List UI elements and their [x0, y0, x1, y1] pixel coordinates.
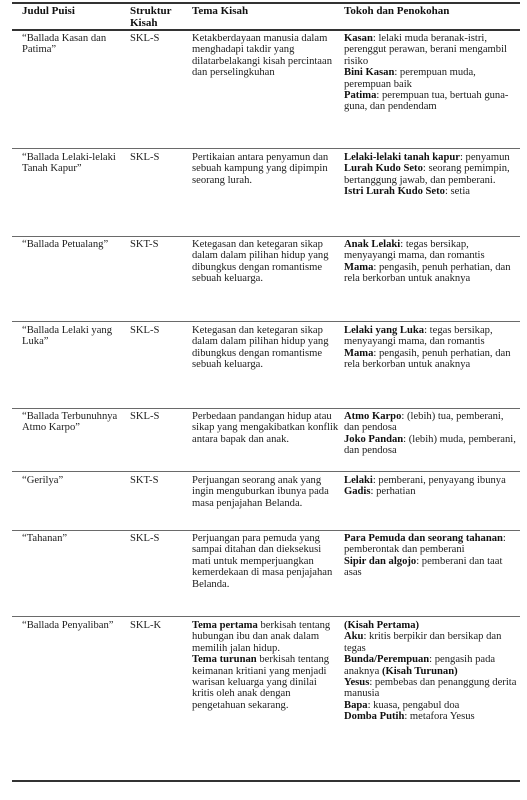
header-struktur-kisah: Struktur Kisah — [130, 5, 172, 29]
cell-tema — [192, 325, 340, 371]
header-tema-kisah: Tema Kisah — [192, 5, 249, 17]
tema-bold-term: Tema turunan — [192, 654, 257, 666]
row-divider — [12, 471, 520, 472]
cell-tema — [192, 475, 340, 509]
character-entry — [344, 475, 520, 486]
tema-text: Ketakberdayaan manusia dalam menghadapi takdir yang dilatarbelakangi kisah percintaan dan perselingkuhan — [192, 33, 333, 79]
character-description: : lelaki muda beranak-istri, perenggut perawan, berani mengambil risiko — [344, 33, 507, 67]
character-description: : pembebas dan penanggung derita manusia — [344, 677, 517, 700]
character-name: Domba Putih — [344, 711, 405, 723]
character-entry — [344, 486, 520, 497]
character-name: Bunda/Perempuan — [344, 654, 430, 666]
character-name: Istri Lurah Kudo Seto — [344, 186, 445, 198]
character-description: : kuasa, pengabul doa — [367, 699, 460, 711]
cell-struktur: SKL-S — [130, 411, 160, 422]
cell-struktur: SKL-S — [130, 152, 160, 163]
cell-tokoh — [344, 533, 520, 579]
tema-paragraph — [192, 620, 340, 654]
character-description: : pemberontak dan pemberani — [344, 533, 506, 556]
character-name: Bini Kasan — [344, 67, 395, 79]
character-entry — [344, 677, 520, 700]
tema-text: berkisah tentang keimanan kritiani yang menjadi warisan keluarga yang dinilai kritis oleh anak dengan pengetahuan sekarang. — [192, 654, 330, 711]
character-entry — [344, 325, 520, 348]
character-description: : perempuan tua, bertuah guna-guna, dan pendendam — [344, 90, 509, 113]
tema-bold-term: Tema pertama — [192, 620, 258, 631]
cell-tema — [192, 620, 340, 711]
cell-judul: “Ballada Lelaki-lelaki Tanah Kapur” — [22, 152, 116, 175]
character-name: Bapa — [344, 699, 368, 711]
row-divider — [12, 616, 520, 617]
character-entry — [344, 67, 520, 90]
tema-text: Pertikaian antara penyamun dan sebuah kampung yang dipimpin seorang lurah. — [192, 152, 329, 186]
cell-judul: “Ballada Terbunuhnya Atmo Karpo” — [22, 411, 118, 434]
character-description: : setia — [444, 186, 470, 198]
tema-paragraph — [192, 152, 340, 186]
tema-paragraph — [192, 475, 340, 509]
character-description: : kritis berpikir dan bersikap dan tegas — [344, 631, 502, 654]
cell-tokoh — [344, 152, 520, 198]
character-entry — [344, 33, 520, 67]
table-bottom-rule — [12, 780, 520, 782]
table-top-rule — [12, 2, 520, 4]
cell-struktur: SKL-S — [130, 33, 160, 44]
character-name: Lelaki — [344, 475, 373, 486]
cell-judul: “Ballada Lelaki yang Luka” — [22, 325, 113, 348]
character-entry — [344, 654, 520, 677]
character-description: : pemberani, penyayang ibunya — [372, 475, 506, 486]
cell-judul: “Tahanan” — [22, 533, 68, 544]
character-name: Lelaki-lelaki tanah kapur — [344, 152, 460, 163]
character-entry — [344, 262, 520, 285]
poem-analysis-table — [12, 2, 520, 794]
character-description: : pengasih pada anaknya — [344, 654, 496, 677]
cell-judul: “Ballada Kasan dan Patima” — [22, 33, 107, 56]
character-name: Lurah Kudo Seto — [344, 163, 423, 175]
character-name: Gadis — [344, 486, 371, 498]
tema-text: Perjuangan seorang anak yang ingin menguburkan ibunya pada masa penjajahan Belanda. — [192, 475, 329, 509]
character-name: Anak Lelaki — [344, 239, 401, 250]
cell-tema — [192, 533, 340, 590]
character-entry — [344, 533, 520, 556]
character-entry — [344, 186, 520, 197]
character-name: (Kisah Pertama) — [344, 620, 420, 631]
character-entry — [344, 239, 520, 262]
cell-struktur: SKT-S — [130, 475, 159, 486]
row-divider — [12, 236, 520, 237]
cell-tokoh — [344, 325, 520, 371]
character-name: Mama — [344, 347, 374, 359]
cell-tokoh — [344, 620, 520, 723]
tema-text: Ketegasan dan ketegaran sikap dalam dalam pilihan hidup yang dibungkus dengan romantisme sebuah keluarga. — [192, 325, 329, 371]
character-description: : seorang pemimpin, bertanggung jawab, dan pemberani. — [344, 163, 510, 186]
cell-judul: “Ballada Petualang” — [22, 239, 109, 250]
row-divider — [12, 408, 520, 409]
character-entry — [344, 152, 520, 163]
character-name: Lelaki yang Luka — [344, 325, 425, 336]
character-description: : (lebih) muda, pemberani, dan pendosa — [344, 433, 516, 457]
character-entry — [344, 711, 520, 722]
character-entry — [344, 411, 520, 434]
tema-paragraph — [192, 411, 340, 445]
character-name: Joko Pandan — [344, 433, 404, 445]
character-description: : metafora Yesus — [404, 711, 475, 723]
character-name: Atmo Karpo — [344, 411, 402, 422]
tema-text: berkisah tentang hubungan ibu dan anak dalam memilih jalan hidup. — [192, 620, 331, 654]
character-entry — [344, 348, 520, 371]
character-entry — [344, 90, 520, 113]
tema-paragraph — [192, 325, 340, 371]
character-entry — [344, 434, 520, 457]
cell-tokoh — [344, 411, 520, 457]
character-name: (Kisah Turunan) — [381, 665, 458, 677]
character-description: : pengasih, penuh perhatian, dan rela berkorban untuk anaknya — [344, 347, 511, 371]
character-name: Aku — [344, 631, 364, 643]
cell-struktur: SKL-K — [130, 620, 162, 631]
cell-tokoh — [344, 33, 520, 113]
character-name: Sipir dan algojo — [344, 555, 417, 567]
character-name: Yesus — [344, 677, 370, 689]
row-divider — [12, 321, 520, 322]
character-description: : pengasih, penuh perhatian, dan rela berkorban untuk anaknya — [344, 261, 511, 285]
character-description: : tegas bersikap, menyayangi mama, dan romantis — [344, 325, 493, 348]
cell-struktur: SKT-S — [130, 239, 159, 250]
character-entry — [344, 163, 520, 186]
character-entry — [344, 700, 520, 711]
character-description: : pemberani dan taat asas — [344, 555, 503, 579]
character-description: : tegas bersikap, menyayangi mama, dan romantis — [344, 239, 485, 262]
character-name: Patima — [344, 90, 377, 102]
header-tokoh-penokohan: Tokoh dan Penokohan — [344, 5, 450, 17]
tema-text: Perjuangan para pemuda yang sampai ditahan dan dieksekusi mati untuk memperjuangkan kemerdekaan di masa penjajahan Belanda. — [192, 533, 333, 590]
character-description: : (lebih) tua, pemberani, dan pendosa — [344, 411, 504, 434]
cell-tema — [192, 152, 340, 186]
tema-text: Perbedaan pandangan hidup atau sikap yang mengakibatkan konflik antara bapak dan anak. — [192, 411, 339, 445]
row-divider — [12, 148, 520, 149]
header-judul-puisi: Judul Puisi — [22, 5, 75, 17]
cell-judul: “Gerilya” — [22, 475, 64, 486]
cell-tema — [192, 33, 340, 79]
character-entry — [344, 620, 520, 631]
character-description: : penyamun — [459, 152, 510, 163]
cell-tokoh — [344, 475, 520, 498]
tema-paragraph — [192, 654, 340, 711]
tema-paragraph — [192, 239, 340, 285]
character-name: Mama — [344, 261, 374, 273]
header-rule — [12, 29, 520, 31]
cell-tokoh — [344, 239, 520, 285]
character-entry — [344, 631, 520, 654]
cell-struktur: SKL-S — [130, 533, 160, 544]
character-name: Kasan — [344, 33, 373, 44]
character-name: Para Pemuda dan seorang tahanan — [344, 533, 503, 544]
character-entry — [344, 556, 520, 579]
tema-paragraph — [192, 33, 340, 79]
cell-tema — [192, 411, 340, 445]
row-divider — [12, 530, 520, 531]
cell-tema — [192, 239, 340, 285]
cell-judul: “Ballada Penyaliban” — [22, 620, 114, 631]
tema-text: Ketegasan dan ketegaran sikap dalam dalam pilihan hidup yang dibungkus dengan romantisme sebuah keluarga. — [192, 239, 329, 285]
cell-struktur: SKL-S — [130, 325, 160, 336]
tema-paragraph — [192, 533, 340, 590]
character-description: : perhatian — [370, 486, 416, 498]
character-description: : perempuan muda, perempuan baik — [344, 67, 476, 90]
